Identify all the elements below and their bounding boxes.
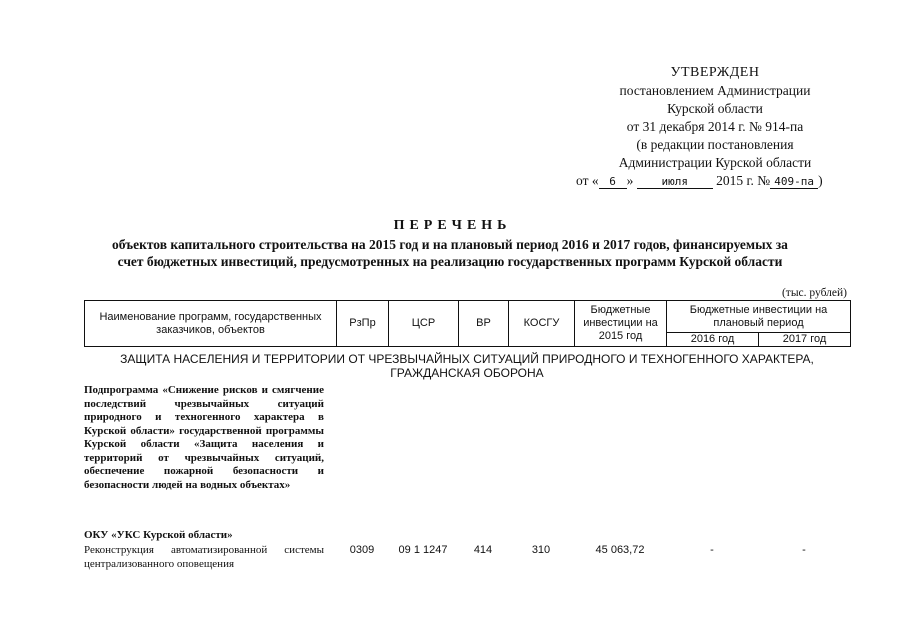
header-name: Наименование программ, государственных заказчиков, объектов: [85, 301, 337, 347]
approval-line-1: постановлением Администрации: [619, 83, 811, 98]
header-csr: ЦСР: [389, 301, 459, 347]
approval-line-4: (в редакции постановления: [636, 137, 794, 152]
header-investment-2015: [575, 301, 667, 347]
header-investment-2015-year: 2015 год: [598, 330, 643, 342]
amendment-year-text: 2015 г. №: [716, 173, 771, 188]
approval-line-2: Курской области: [667, 101, 763, 116]
row-investment-2017: -: [802, 544, 806, 556]
approval-block: [560, 64, 870, 190]
units-label: (тыс. рублей): [781, 287, 847, 299]
section-title: [84, 352, 850, 380]
section-title-line-2: ГРАЖДАНСКАЯ ОБОРОНА: [390, 366, 544, 380]
row-investment-2015: 45 063,72: [595, 544, 645, 556]
header-investment-2015-label: Бюджетные инвестиции на: [583, 304, 658, 329]
row-investment-2016: -: [710, 544, 714, 556]
header-rzpr: РзПр: [337, 301, 389, 347]
subtitle-line-2: счет бюджетных инвестиций, предусмотренных на реализацию государственных программ Курской области: [117, 254, 783, 269]
header-2017: 2017 год: [759, 333, 851, 347]
subprogram-name: Подпрограмма «Снижение рисков и смягчение последствий чрезвычайных ситуаций природного и техногенного характера в Курской области» государственной программы Курской области «Защита населения и территорий от чрезвычайных ситуаций, обеспечение пожарной безопасности и безопасности людей на водных объектах»: [84, 384, 324, 491]
object-name: Реконструкция автоматизированной системы централизованного оповещения: [84, 544, 324, 570]
document-title: ПЕРЕЧЕНЬ: [393, 218, 512, 233]
row-kosgu: 310: [531, 544, 551, 556]
approval-heading: УТВЕРЖДЕН: [670, 65, 760, 80]
amendment-month: июля: [637, 175, 713, 189]
header-vr: ВР: [459, 301, 509, 347]
header-2016: 2016 год: [667, 333, 759, 347]
date-prefix: от «: [576, 173, 599, 188]
header-kosgu: КОСГУ: [509, 301, 575, 347]
approval-line-5: Администрации Курской области: [618, 155, 812, 170]
approval-line-3: от 31 декабря 2014 г. № 914-па: [626, 119, 804, 134]
row-csr: 09 1 1247: [398, 544, 448, 556]
table-header: [84, 300, 851, 347]
state-client: ОКУ «УКС Курской области»: [84, 529, 233, 541]
document-subtitle: [40, 236, 860, 270]
row-rzpr: 0309: [349, 544, 375, 556]
row-vr: 414: [473, 544, 493, 556]
amendment-day: 6: [599, 175, 627, 189]
amendment-date-line: [560, 172, 870, 190]
date-mid: »: [626, 173, 634, 188]
subtitle-line-1: объектов капитального строительства на 2015 год и на плановый период 2016 и 2017 годов, финансируемых за: [112, 237, 788, 252]
date-close: ): [818, 173, 823, 188]
header-plan-period: Бюджетные инвестиции на плановый период: [667, 301, 851, 333]
amendment-number: 409-па: [770, 175, 818, 189]
section-title-line-1: ЗАЩИТА НАСЕЛЕНИЯ И ТЕРРИТОРИИ ОТ ЧРЕЗВЫЧАЙНЫХ СИТУАЦИЙ ПРИРОДНОГО И ТЕХНОГЕННОГО ХАРАКТЕРА,: [120, 352, 814, 366]
